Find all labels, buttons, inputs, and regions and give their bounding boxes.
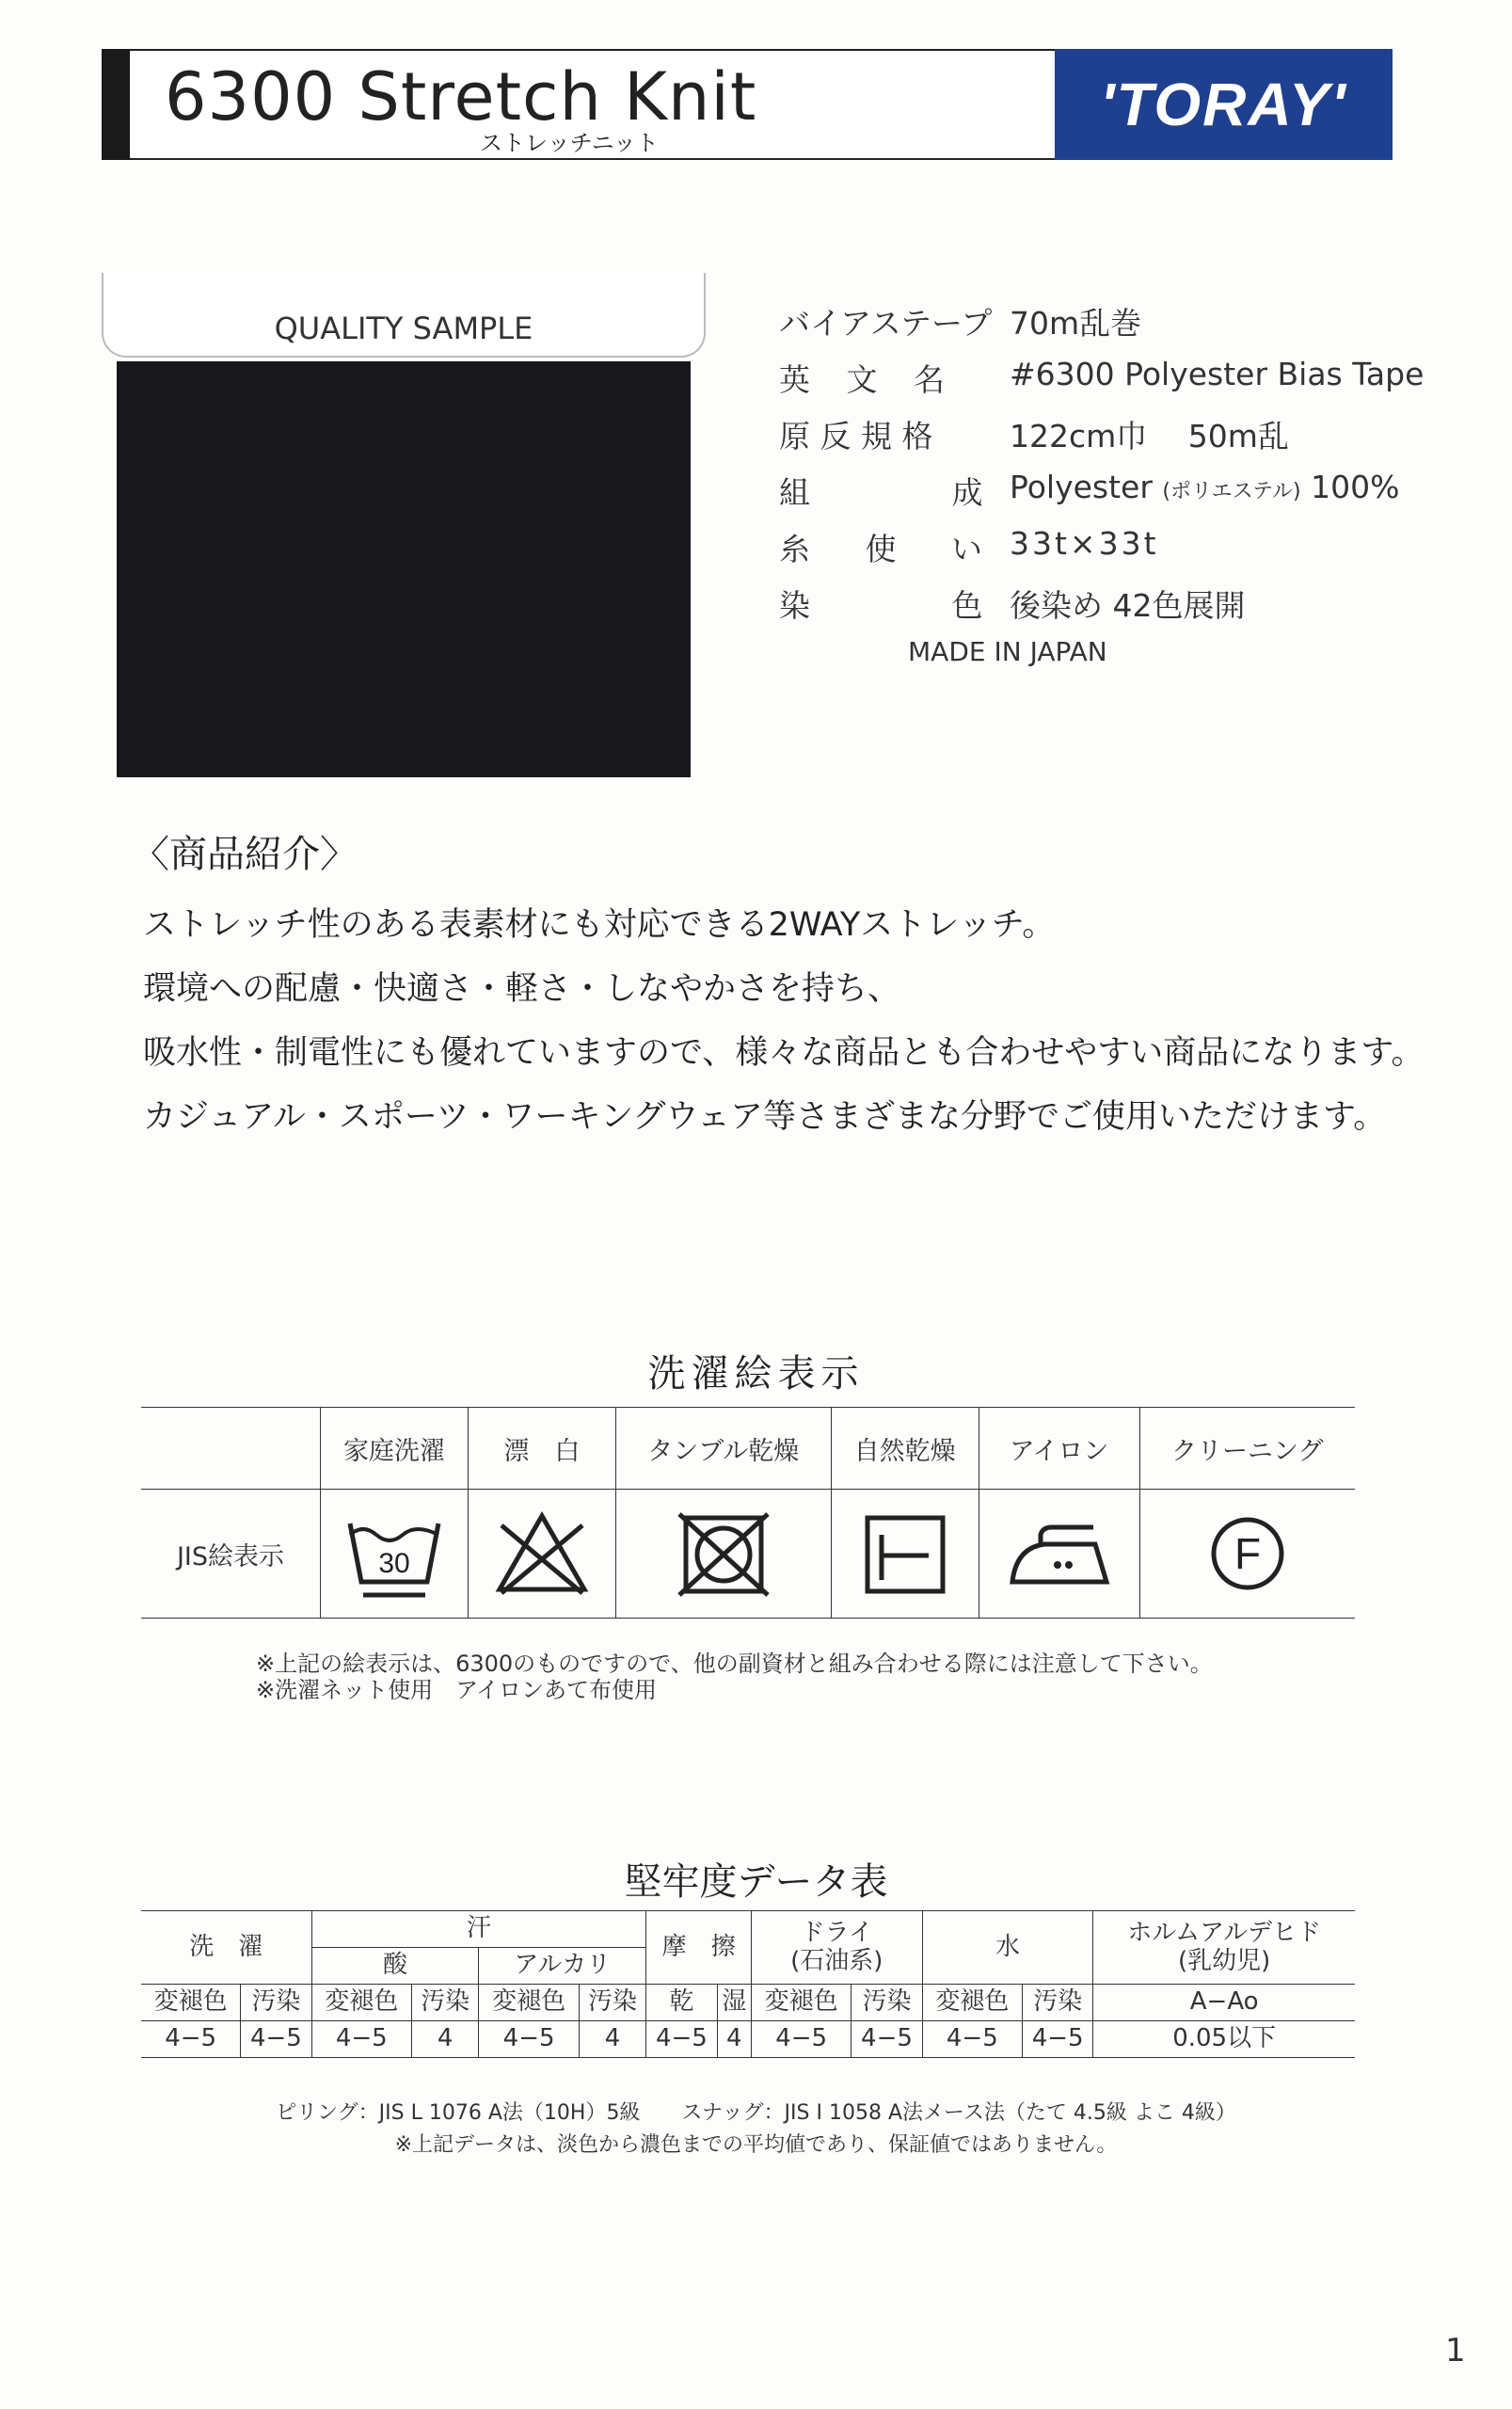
group-water: 水 xyxy=(922,1911,1093,1985)
value-cell: 4−5 xyxy=(751,2021,851,2058)
iron-low-icon xyxy=(1003,1507,1116,1601)
care-symbol-cell xyxy=(468,1490,615,1619)
spec-value xyxy=(1010,469,1399,505)
care-corner xyxy=(141,1408,321,1490)
spec-value: 122cm巾 50m乱 xyxy=(1010,418,1289,455)
subheader-cell: 汚染 xyxy=(1023,1985,1093,2021)
page-number: 1 xyxy=(1445,2332,1466,2369)
value-cell: 4 xyxy=(411,2021,478,2058)
intro-line: 環境への配慮・快適さ・軽さ・しなやかさを持ち、 xyxy=(143,970,901,1008)
group-formaldehyde xyxy=(1093,1911,1355,1985)
group-acid: 酸 xyxy=(311,1948,479,1985)
formaldehyde-label: ホルムアルデヒド xyxy=(1127,1918,1322,1947)
subheader-cell: A−Ao xyxy=(1093,1985,1355,2021)
no-bleach-icon xyxy=(490,1507,594,1601)
group-dry-clean xyxy=(751,1911,922,1985)
wash-temp: 30 xyxy=(378,1548,410,1579)
subheader-cell: 変褪色 xyxy=(922,1985,1022,2021)
sample-label: QUALITY SAMPLE xyxy=(274,311,533,346)
spec-label: 組 成 xyxy=(779,474,983,511)
group-alkali: アルカリ xyxy=(479,1948,646,1985)
spec-label: 英 文 名 xyxy=(779,361,958,398)
value-cell: 4−5 xyxy=(922,2021,1022,2058)
group-sweat: 汗 xyxy=(311,1911,646,1948)
fastness-table xyxy=(141,1910,1355,2058)
care-symbol-cell xyxy=(615,1490,831,1619)
care-note: ※上記の絵表示は、6300のものですので、他の副資材と組み合わせる際には注意して下さい。 xyxy=(256,1651,1213,1677)
care-heading: 洗濯絵表示 xyxy=(647,1352,865,1396)
spec-label: 原 反 規 格 xyxy=(779,418,933,455)
made-in-label: MADE IN JAPAN xyxy=(908,636,1107,667)
spec-value: 33t×33t xyxy=(1010,525,1159,562)
care-header: アイロン xyxy=(979,1408,1139,1490)
composition-material: Polyester xyxy=(1010,469,1153,505)
composition-percent: 100% xyxy=(1311,469,1400,505)
intro-line: カジュアル・スポーツ・ワーキングウェア等さまざまな分野でご使用いただけます。 xyxy=(143,1098,1387,1136)
group-wash: 洗 濯 xyxy=(141,1911,311,1985)
toray-logo: 'TORAY' xyxy=(1055,49,1393,160)
subheader-cell: 変褪色 xyxy=(311,1985,411,2021)
care-header: 自然乾燥 xyxy=(831,1408,979,1490)
spec-value: 後染め 42色展開 xyxy=(1010,587,1246,624)
value-cell: 4−5 xyxy=(851,2021,922,2058)
spec-value: 70m乱巻 xyxy=(1010,305,1142,342)
header-accent-bar xyxy=(102,49,130,160)
fabric-swatch xyxy=(117,361,691,777)
care-symbol-cell xyxy=(979,1490,1139,1619)
intro-heading: 〈商品紹介〉 xyxy=(132,833,358,876)
subheader-cell: 汚染 xyxy=(241,1985,311,2021)
spec-value: #6300 Polyester Bias Tape xyxy=(1010,356,1424,392)
value-cell: 4 xyxy=(579,2021,645,2058)
care-symbol-cell xyxy=(321,1490,469,1619)
spec-label: バイアステープ xyxy=(779,305,993,342)
wash-30-icon xyxy=(342,1507,446,1601)
dry-clean-f-icon xyxy=(1196,1507,1299,1601)
value-cell: 4−5 xyxy=(311,2021,411,2058)
care-table xyxy=(141,1407,1355,1619)
care-header: 家庭洗濯 xyxy=(321,1408,469,1490)
spec-label: 糸 使 い xyxy=(779,531,982,567)
value-cell: 4−5 xyxy=(141,2021,241,2058)
fastness-footnote: ピリング：JIS L 1076 A法（10H）5級 スナッグ：JIS I 1058 A法メース法（たて 4.5級 よこ 4級） xyxy=(276,2101,1236,2125)
formaldehyde-sub: (乳幼児) xyxy=(1178,1946,1271,1975)
subheader-cell: 乾 xyxy=(646,1985,717,2021)
group-rub: 摩 擦 xyxy=(646,1911,752,1985)
spec-label: 染 色 xyxy=(779,587,983,624)
care-header: 漂 白 xyxy=(468,1408,615,1490)
value-cell: 4−5 xyxy=(1023,2021,1093,2058)
subheader-cell: 汚染 xyxy=(851,1985,922,2021)
subheader-cell: 汚染 xyxy=(411,1985,478,2021)
care-symbol-cell xyxy=(1139,1490,1355,1619)
care-note: ※洗濯ネット使用 アイロンあて布使用 xyxy=(256,1677,657,1703)
subheader-cell: 変褪色 xyxy=(751,1985,851,2021)
care-row-label: JIS絵表示 xyxy=(141,1490,321,1619)
composition-note: (ポリエステル) xyxy=(1162,480,1301,503)
value-cell: 4−5 xyxy=(241,2021,311,2058)
value-cell: 4−5 xyxy=(646,2021,717,2058)
product-title: 6300 Stretch Knit xyxy=(165,58,757,136)
intro-line: ストレッチ性のある表素材にも対応できる2WAYストレッチ。 xyxy=(143,906,1056,944)
no-tumble-dry-icon xyxy=(672,1507,775,1601)
dry-clean-letter: F xyxy=(1233,1529,1261,1578)
value-cell: 0.05以下 xyxy=(1093,2021,1355,2058)
intro-line: 吸水性・制電性にも優れていますので、様々な商品とも合わせやすい商品になります。 xyxy=(143,1034,1424,1072)
dry-clean-label: ドライ xyxy=(800,1918,873,1947)
fastness-heading: 堅牢度データ表 xyxy=(624,1860,888,1904)
subheader-cell: 湿 xyxy=(717,1985,751,2021)
dry-clean-sub: (石油系) xyxy=(790,1946,883,1975)
subheader-cell: 変褪色 xyxy=(141,1985,241,2021)
value-cell: 4 xyxy=(717,2021,751,2058)
fastness-disclaimer: ※上記データは、淡色から濃色までの平均値であり、保証値ではありません。 xyxy=(394,2133,1118,2157)
care-symbol-cell xyxy=(831,1490,979,1619)
subheader-cell: 汚染 xyxy=(579,1985,645,2021)
product-subtitle: ストレッチニット xyxy=(480,130,659,156)
value-cell: 4−5 xyxy=(479,2021,579,2058)
subheader-cell: 変褪色 xyxy=(479,1985,579,2021)
care-header: クリーニング xyxy=(1139,1408,1355,1490)
line-dry-icon xyxy=(853,1507,957,1601)
care-header: タンブル乾燥 xyxy=(615,1408,831,1490)
